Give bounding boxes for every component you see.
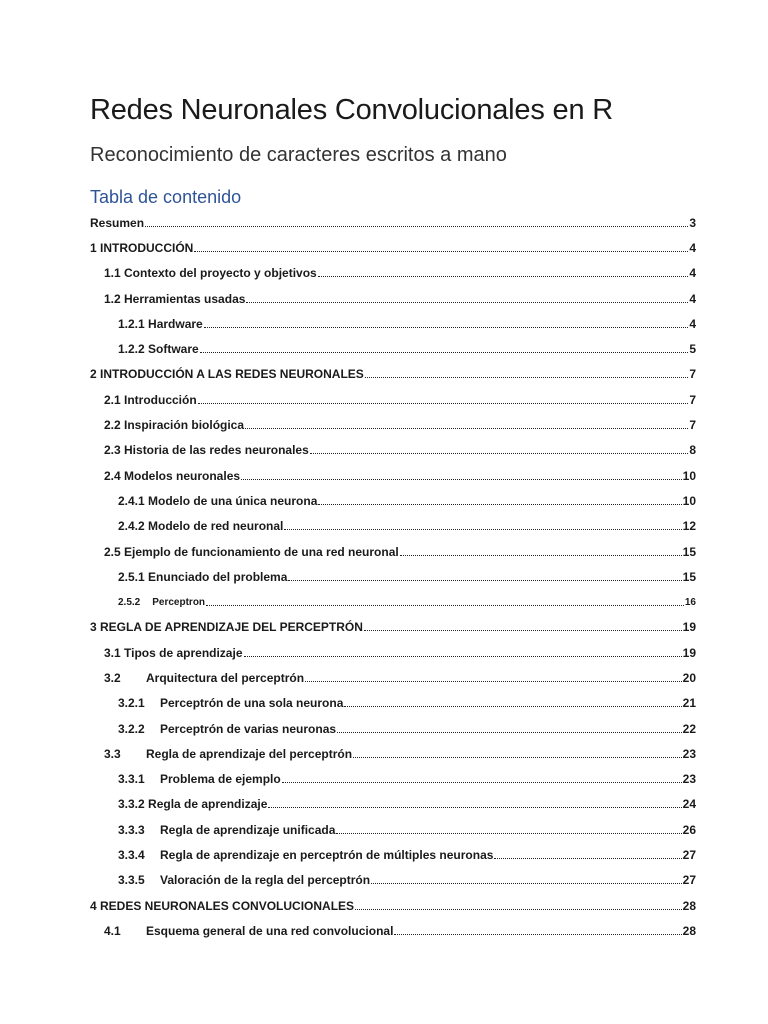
toc-entry[interactable]: 3.2 Arquitectura del perceptrón 20 (104, 670, 696, 685)
toc-entry[interactable]: 2 INTRODUCCIÓN A LAS REDES NEURONALES 7 (90, 367, 696, 382)
document-subtitle: Reconocimiento de caracteres escritos a mano (90, 144, 507, 166)
table-of-contents (90, 210, 696, 944)
toc-entry[interactable]: 2.4 Modelos neuronales 10 (104, 468, 696, 483)
toc-entry[interactable]: 2.5.1 Enunciado del problema 15 (118, 569, 696, 584)
toc-entry[interactable]: 3.3 Regla de aprendizaje del perceptrón 23 (104, 746, 696, 761)
toc-entry[interactable]: 3 REGLA DE APRENDIZAJE DEL PERCEPTRÓN 19 (90, 620, 696, 635)
toc-entry[interactable]: 2.5 Ejemplo de funcionamiento de una red neuronal 15 (104, 544, 696, 559)
toc-entry[interactable]: 1.2.1 Hardware 4 (118, 316, 696, 331)
toc-entry[interactable]: 3.2.2 Perceptrón de varias neuronas 22 (118, 721, 696, 736)
toc-entry[interactable]: 3.1 Tipos de aprendizaje 19 (104, 645, 696, 660)
document-title: Redes Neuronales Convolucionales en R (90, 94, 613, 126)
toc-entry[interactable]: 2.4.2 Modelo de red neuronal 12 (118, 519, 696, 534)
toc-heading: Tabla de contenido (90, 187, 242, 207)
toc-entry[interactable]: 1.2.2 Software 5 (118, 342, 696, 357)
toc-entry[interactable]: 3.3.2 Regla de aprendizaje 24 (118, 797, 696, 812)
toc-entry[interactable]: 3.3.5 Valoración de la regla del perceptrón 27 (118, 873, 696, 888)
toc-entry[interactable]: 2.3 Historia de las redes neuronales 8 (104, 443, 696, 458)
toc-entry[interactable]: 4 REDES NEURONALES CONVOLUCIONALES 28 (90, 898, 696, 913)
toc-entry[interactable]: 3.3.1 Problema de ejemplo 23 (118, 772, 696, 787)
toc-entry[interactable]: 3.3.4 Regla de aprendizaje en perceptrón de múltiples neuronas 27 (118, 848, 696, 863)
toc-entry[interactable]: 2.4.1 Modelo de una única neurona 10 (118, 493, 696, 508)
toc-entry[interactable]: 2.5.2 Perceptron 16 (118, 596, 696, 608)
toc-entry[interactable]: 4.1 Esquema general de una red convolucional 28 (104, 923, 696, 938)
toc-entry[interactable]: 2.1 Introducción 7 (104, 392, 696, 407)
toc-entry[interactable]: 1 INTRODUCCIÓN 4 (90, 240, 696, 255)
toc-entry[interactable]: Resumen 3 (90, 215, 696, 230)
toc-entry[interactable]: 2.2 Inspiración biológica 7 (104, 418, 696, 433)
toc-entry[interactable]: 3.3.3 Regla de aprendizaje unificada 26 (118, 822, 696, 837)
toc-entry[interactable]: 3.2.1 Perceptrón de una sola neurona 21 (118, 696, 696, 711)
toc-entry[interactable]: 1.2 Herramientas usadas 4 (104, 291, 696, 306)
toc-entry[interactable]: 1.1 Contexto del proyecto y objetivos 4 (104, 266, 696, 281)
